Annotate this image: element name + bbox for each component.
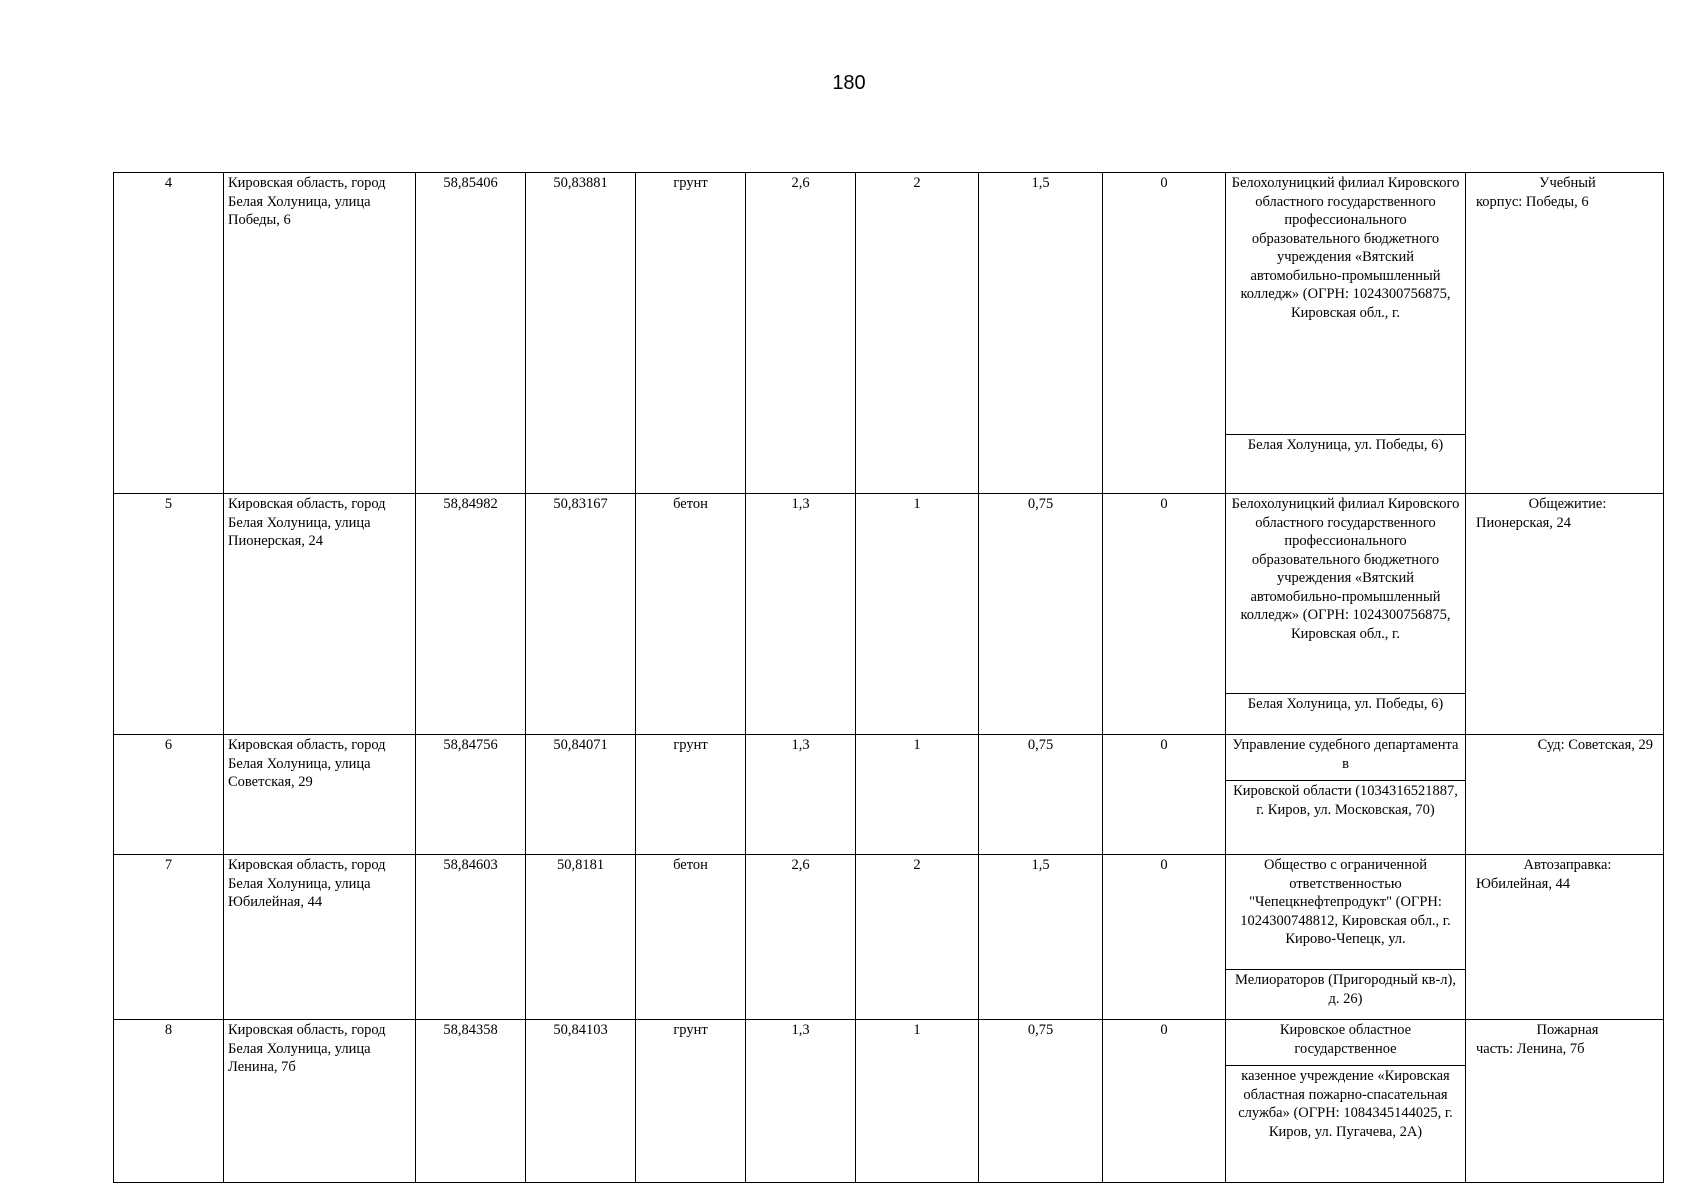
address-cell: Кировская область, город Белая Холуница, улица Юбилейная, 44 [224, 855, 416, 1020]
area-cell: 2,6 [746, 173, 856, 494]
table-row [114, 494, 1664, 694]
containers-cell: 1 [856, 494, 979, 735]
object-line: Пожарная [1536, 1022, 1599, 1038]
latitude-cell: 58,85406 [416, 173, 526, 494]
containers-cell: 2 [856, 173, 979, 494]
owner-cell-continued: казенное учреждение «Кировская областная пожарно-спасательная служба» (ОГРН: 1084345144025, г. Киров, ул. Пугачева, 2А) [1226, 1066, 1466, 1183]
address-cell: Кировская область, город Белая Холуница, улица Советская, 29 [224, 735, 416, 855]
row-number: 4 [114, 173, 224, 494]
owner-cell-continued: Белая Холуница, ул. Победы, 6) [1226, 435, 1466, 494]
volume-cell: 0,75 [979, 1020, 1103, 1183]
object-line: Пионерская, 24 [1476, 514, 1572, 531]
row-number: 7 [114, 855, 224, 1020]
object-line: часть: Ленина, 7б [1476, 1040, 1585, 1057]
address-cell: Кировская область, город Белая Холуница, улица Победы, 6 [224, 173, 416, 494]
object-cell [1466, 855, 1664, 1020]
longitude-cell: 50,83881 [526, 173, 636, 494]
latitude-cell: 58,84603 [416, 855, 526, 1020]
extra-cell: 0 [1103, 173, 1226, 494]
object-line: Юбилейная, 44 [1476, 875, 1571, 892]
owner-cell: Белохолуницкий филиал Кировского областного государственного профессионального образовательного бюджетного учреждения «Вятский автомобильно-промышленный колледж» (ОГРН: 1024300756875, Кировская обл., г. [1226, 173, 1466, 435]
longitude-cell: 50,8181 [526, 855, 636, 1020]
address-cell: Кировская область, город Белая Холуница, улица Пионерская, 24 [224, 494, 416, 735]
longitude-cell: 50,84071 [526, 735, 636, 855]
table-row [114, 173, 1664, 435]
latitude-cell: 58,84358 [416, 1020, 526, 1183]
extra-cell: 0 [1103, 735, 1226, 855]
surface-cell: грунт [636, 1020, 746, 1183]
table-row [114, 735, 1664, 781]
owner-cell: Управление судебного департамента в [1226, 735, 1466, 781]
object-line: Суд: Советская, 29 [1537, 737, 1653, 753]
owner-cell-continued: Кировской области (1034316521887, г. Киров, ул. Московская, 70) [1226, 781, 1466, 855]
owner-cell-continued: Мелиораторов (Пригородный кв-л), д. 26) [1226, 970, 1466, 1020]
object-cell [1466, 1020, 1664, 1183]
containers-cell: 1 [856, 735, 979, 855]
owner-cell: Белохолуницкий филиал Кировского областного государственного профессионального образовательного бюджетного учреждения «Вятский автомобильно-промышленный колледж» (ОГРН: 1024300756875, Кировская обл., г. [1226, 494, 1466, 694]
surface-cell: грунт [636, 735, 746, 855]
surface-cell: грунт [636, 173, 746, 494]
owner-cell-continued: Белая Холуница, ул. Победы, 6) [1226, 694, 1466, 735]
owner-cell: Общество с ограниченной ответственностью "Чепецкнефтепродукт" (ОГРН: 1024300748812, Кировская обл., г. Кирово-Чепецк, ул. [1226, 855, 1466, 970]
table-row [114, 855, 1664, 970]
row-number: 5 [114, 494, 224, 735]
object-line: корпус: Победы, 6 [1476, 193, 1589, 210]
extra-cell: 0 [1103, 494, 1226, 735]
longitude-cell: 50,83167 [526, 494, 636, 735]
longitude-cell: 50,84103 [526, 1020, 636, 1183]
page-number: 180 [832, 72, 866, 94]
latitude-cell: 58,84756 [416, 735, 526, 855]
volume-cell: 0,75 [979, 735, 1103, 855]
object-line: Учебный [1539, 175, 1596, 191]
owner-cell: Кировское областное государственное [1226, 1020, 1466, 1066]
object-line: Общежитие: [1528, 496, 1607, 512]
surface-cell: бетон [636, 494, 746, 735]
area-cell: 1,3 [746, 1020, 856, 1183]
row-number: 8 [114, 1020, 224, 1183]
object-cell [1466, 173, 1664, 494]
object-line: Автозаправка: [1523, 857, 1612, 873]
area-cell: 2,6 [746, 855, 856, 1020]
volume-cell: 1,5 [979, 855, 1103, 1020]
object-cell [1466, 494, 1664, 735]
volume-cell: 0,75 [979, 494, 1103, 735]
address-cell: Кировская область, город Белая Холуница, улица Ленина, 7б [224, 1020, 416, 1183]
extra-cell: 0 [1103, 1020, 1226, 1183]
area-cell: 1,3 [746, 735, 856, 855]
row-number: 6 [114, 735, 224, 855]
extra-cell: 0 [1103, 855, 1226, 1020]
area-cell: 1,3 [746, 494, 856, 735]
containers-cell: 1 [856, 1020, 979, 1183]
table-row [114, 1020, 1664, 1066]
object-cell [1466, 735, 1664, 855]
surface-cell: бетон [636, 855, 746, 1020]
volume-cell: 1,5 [979, 173, 1103, 494]
containers-cell: 2 [856, 855, 979, 1020]
waste-sites-table [113, 172, 1664, 1183]
latitude-cell: 58,84982 [416, 494, 526, 735]
